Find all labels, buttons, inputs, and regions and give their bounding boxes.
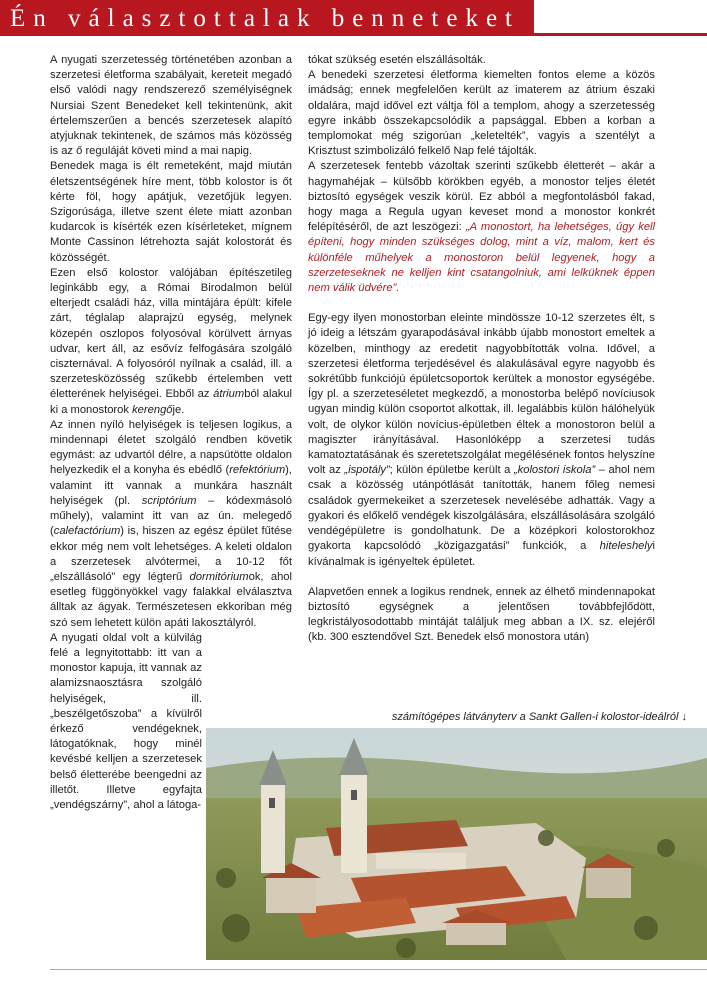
term-atrium: átrium	[213, 388, 245, 401]
right-column	[308, 53, 655, 646]
image-caption: számítógépes látványterv a Sankt Gallen-i kolostor-ideálról ↓	[391, 711, 687, 723]
paragraph: Benedek maga is élt remeteként, majd miután életszentségének híre ment, több kolostor is őt kérte föl, hogy apátjuk, vezetőjük legyen. Szigorúsága, illetve szent élete miatt azonban kudarcok is kísérték ezen kísérleteket, mígnem Monte Cassinon létrehozta saját kolostorát és közösségét.	[50, 160, 292, 264]
monastery-illustration	[206, 728, 707, 960]
term-kolostori-iskola: „kolostori iskola”	[513, 464, 596, 477]
header-rule	[534, 33, 707, 36]
regula-quote: „A monostort, ha lehetséges, úgy kell építeni, hogy minden szükséges dolog, mint a víz, malom, kert és különféle műhelyek a monostoron belül legyenek, hogy a szerzeteseknek ne kelljen kint csatangolniuk, ami lelküknek éppen nem válik üdvére”.	[308, 221, 656, 295]
term-scriptorium: scriptórium	[141, 494, 197, 507]
term-refektorium: refektórium	[229, 464, 286, 477]
paragraph: A benedeki szerzetesi életforma kiemelten fontos eleme a közös imádság; ennek megfelelően került az imaterem az átrium északi oldalára, majd idővel ezt váltja föl a templom, ahogy a szerzetesség egyre inkább összekapcsolódik a papsággal. Ebben a korban a templomokat még szigorúan „keletelték”, vagyis a szentélyt a Krisztust szimbolizáló felkelő Nap felé tájolták.	[308, 69, 655, 158]
paragraph: A szerzetesek fentebb vázoltak szerinti szűkebb életterét – akár a hagymahéjak – külsőbb körökben egyéb, a monostor teljes életét biztosító egységek veszik körül. Ez abból a megfontolásból fakad, hogy maga a Regula ugyan keveset mond a monostor konkrét felépítéséről, de azt leszögezi: „A monostort, ha lehetséges, úgy kell építeni, hogy minden szükséges dolog, mint a víz, malom, kert és különféle műhelyek a monostoron belül legyenek, hogy a szerzeteseknek ne kelljen kint csatangolniuk, ami lelküknek éppen nem válik üdvére”.	[308, 160, 656, 295]
term-dormitorium: dormitórium	[189, 570, 249, 583]
term-ispotaly: „ispotály”	[344, 464, 390, 477]
paragraph: A nyugati szerzetesség történetében azonban a szerzetesi életforma szabályait, kereteit megadó első valódi nagy rendszerező személyiségnek Nursiai Szent Benedeket kell tekintenünk, akit értelemszerűen a bencés szerzetesek alapító atyjuknak tekintenek, de számos más közösség is az ő reguláját követi mind a mai napig.	[50, 54, 292, 158]
paragraph: Egy-egy ilyen monostorban eleinte mindössze 10-12 szerzetes élt, s jó ideig a létszám gyarapodásával inkább újabb monostort emeltek a közelben, minthogy az eredetit nagyobbították volna. Idővel, a szerzetesi életforma terjedésével és alakulásával egyre nagyobb és sokrétűbb funkciójú épületcsoportok kerültek a monostor egységébe. Így pl. a szerzeteséletet megkezdő, a monostorba belépő novíciusok ugyan mindig külön csoportot alkottak, ill. legalábbis külön hálóhelyük volt, de olykor külön novícius-épületben éltek a monostoron belül a magiszter irányításával. Hasonlóképp a szerzetesi tudás kamatoztatásának és szeretetszolgálat megélésének fontos helyszíne volt az „ispotály”; külön épületbe került a „kolostori iskola” – ahol nem csak a közösség utánpótlását tanították, hanem főleg nemesi családok gyermekeiket a szerzetesek nevelésébe adhatták. Vagy a gyakori és előkelő vendégek kiszolgálására, elszállásolására szolgáló vendégépületre is gondolhatunk. De a középkori kolostorokhoz gyakorta kapcsolódó „közigazgatási” funkciók, a hiteleshelyi kívánalmak is igényeltek épületet.	[308, 312, 656, 568]
term-calefactorium: calefactórium	[53, 525, 121, 538]
paragraph: tókat szükség esetén elszállásolták.	[308, 54, 486, 66]
term-hiteleshely: hiteleshely	[599, 540, 653, 553]
bottom-rule	[50, 969, 707, 970]
header-band	[0, 0, 534, 36]
paragraph: Az innen nyíló helyiségek is teljesen logikus, a mindennapi életet szolgáló rendben követik egymást: az udvartól délre, a napsütötte oldalon helyezkedik el a konyha és ebédlő (refektórium), valamint itt vannak a munkára használt helyiségek (pl. scriptórium – kódexmásoló műhely), valamint itt van az ún. melegedő (calefactórium) is, hiszen az egész épület fűtése ekkor még nem volt lehetséges. A keleti oldalon a szerzetesek alvótermei, a 10-12 főt „elszállásoló” egy légterű dormitóriumok, ahol esetleg függönyökkel vagy falakkal elválasztva álltak az ágyak. Természetesen ekkoriban még szó sem lehetett külön apáti lakosztályról.	[50, 418, 293, 629]
paragraph: Alapvetően ennek a logikus rendnek, ennek az élhető mindennapokat biztosító egységnek a jelentősen továbbfejlődött, legkristályosodottabb mintáját találjuk meg abban a IX. sz. elejéről (kb. 300 esztendővel Szt. Benedek első monostora után)	[308, 585, 655, 644]
page-title: Én választottalak benneteket	[10, 5, 520, 32]
paragraph: Ezen első kolostor valójában építészetileg leginkább egy, a Római Birodalmon belül elterjedt családi ház, villa mintájára épült: kifele zárt, téglalap alaprajzú egység, melynek közepén oszlopos folyosóval körülvett árnyas udvar, kert áll, az esővíz felfogására szolgáló ciszternával. A folyosóról nyílnak a család, ill. a szerzetesközösség szűkebb értelemben vett életterének helyiségei. Ebből az átriumból alakul ki a monostorok kerengője.	[50, 266, 292, 416]
term-kerengo: kerengő	[132, 403, 173, 416]
left-column	[50, 53, 292, 813]
paragraph: A nyugati oldal volt a külvilág felé a legnyitottabb: itt van a monostor kapuja, itt vannak az alamizsnaosztásra szolgáló helyiségek, ill. „beszélgetőszoba” a kívülről érkező vendégeknek, látogatóknak, hogy minél kevésbé kelljen a szerzetesek belső életterébe beengedni az illetőt. Illetve egyfajta „vendégszárny”, ahol a látoga-	[50, 631, 202, 811]
